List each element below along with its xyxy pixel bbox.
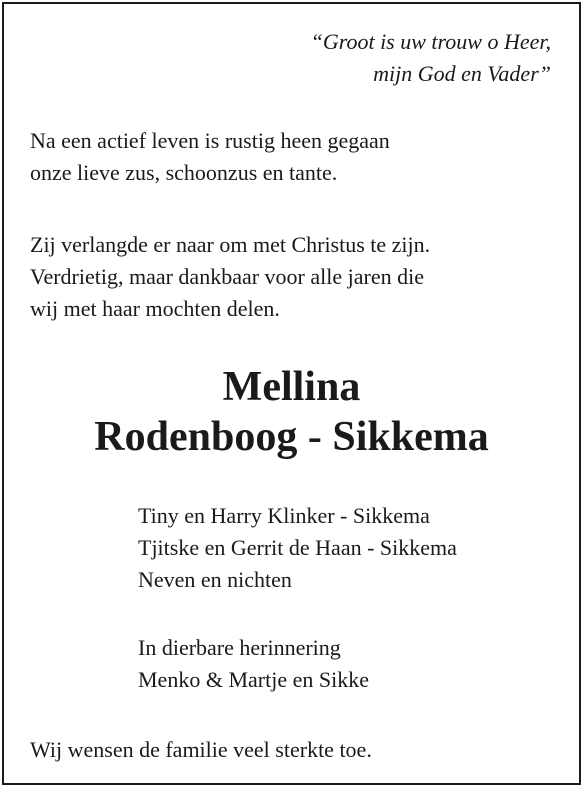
deceased-surname: Rodenboog - Sikkema	[94, 414, 489, 460]
quote-line-2: mijn God en Vader”	[373, 61, 551, 86]
family-member: Tiny en Harry Klinker - Sikkema	[138, 503, 430, 528]
family-list	[138, 500, 457, 596]
memory-block	[138, 632, 369, 696]
message-paragraph	[30, 229, 560, 325]
message-line-1: Zij verlangde er naar om met Christus te zijn.	[30, 232, 431, 257]
message-line-2: Verdrietig, maar dankbaar voor alle jaren die	[30, 264, 424, 289]
intro-paragraph	[30, 125, 560, 189]
memory-line-1: In dierbare herinnering	[138, 635, 341, 660]
intro-line-2: onze lieve zus, schoonzus en tante.	[30, 160, 338, 185]
family-member: Tjitske en Gerrit de Haan - Sikkema	[138, 535, 457, 560]
quote-line-1: “Groot is uw trouw o Heer,	[310, 29, 551, 54]
family-member: Neven en nichten	[138, 567, 292, 592]
intro-line-1: Na een actief leven is rustig heen gegaan	[30, 128, 390, 153]
obituary-notice	[2, 2, 581, 785]
deceased-first-name: Mellina	[222, 364, 361, 410]
memory-line-2: Menko & Martje en Sikke	[138, 667, 369, 692]
message-line-3: wij met haar mochten delen.	[30, 296, 280, 321]
bible-quote	[311, 26, 551, 90]
closing-line: Wij wensen de familie veel sterkte toe.	[30, 737, 372, 762]
